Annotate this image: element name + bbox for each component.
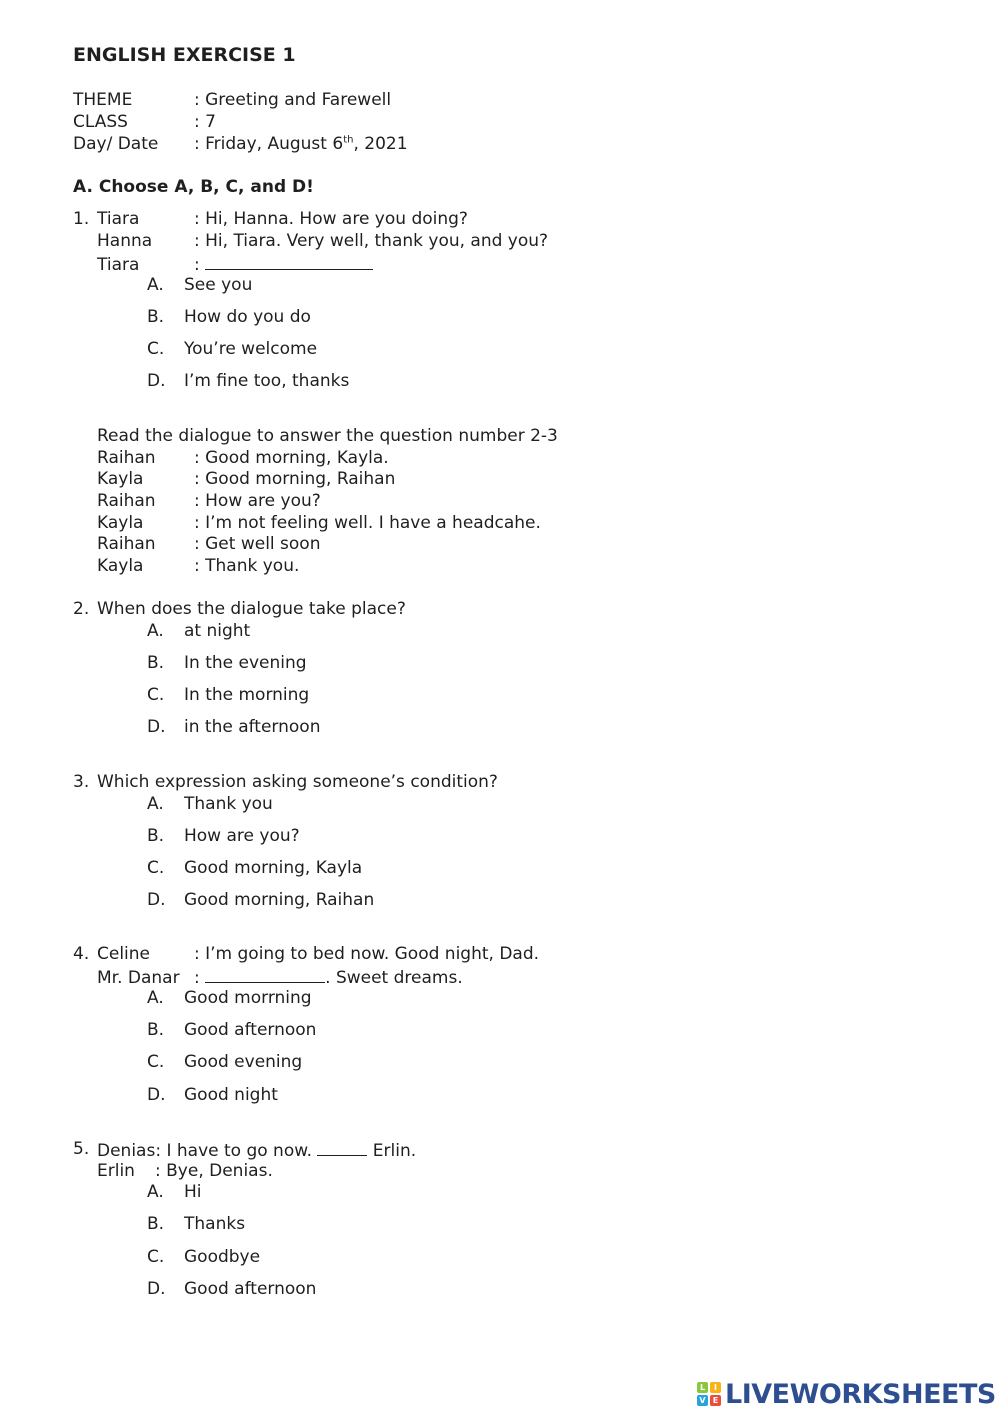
liveworksheets-logo[interactable] [697,1379,996,1409]
option-text: Thank you [184,794,273,814]
dialogue-line [97,448,389,469]
date-label: Day/ Date [73,134,159,154]
option-text: I’m fine too, thanks [184,371,350,391]
option-text: Good morning, Kayla [184,858,363,878]
q5-text: : Bye, Denias. [155,1161,273,1181]
option-text: How do you do [184,307,311,327]
answer-blank[interactable] [317,1139,367,1156]
dialogue-line [97,469,395,490]
option-letter: C. [147,339,165,359]
theme-label: THEME [73,90,133,110]
option-letter: C. [147,1052,165,1072]
dialogue-intro: Read the dialogue to answer the question number 2-3 [97,426,558,446]
q1-speaker: Hanna [97,231,153,251]
option-letter: D. [147,371,166,391]
dialogue-text: : Thank you. [194,556,300,576]
option-text: Good morning, Raihan [184,890,375,910]
q4-speaker: Mr. Danar [97,968,180,988]
q3-option-a[interactable] [147,794,273,815]
q5-prefix: : I have to go now. [155,1141,312,1161]
date-suffix: , 2021 [353,134,408,154]
option-letter: B. [147,1020,165,1040]
option-letter: A. [147,988,164,1008]
q5-option-d[interactable] [147,1279,316,1300]
option-text: at night [184,621,251,641]
option-text: Good morrning [184,988,312,1008]
q4-suffix: . Sweet dreams. [325,968,463,988]
q5-line [97,1161,273,1182]
q3-option-d[interactable] [147,890,374,911]
q5-line [97,1139,416,1162]
q5-option-c[interactable] [147,1247,260,1268]
dialogue-speaker: Kayla [97,556,144,576]
q4-option-b[interactable] [147,1020,316,1041]
option-text: Good afternoon [184,1020,317,1040]
option-text: Goodbye [184,1247,261,1267]
q4-option-d[interactable] [147,1085,278,1106]
q3-question: Which expression asking someone’s condition? [97,772,498,792]
q1-option-c[interactable] [147,339,317,360]
page-title: ENGLISH EXERCISE 1 [73,44,296,66]
dialogue-text: : Good morning, Kayla. [194,448,389,468]
dialogue-speaker: Kayla [97,513,144,533]
option-letter: B. [147,307,165,327]
q1-text: : Hi, Tiara. Very well, thank you, and you? [194,231,549,251]
q4-speaker: Celine [97,944,151,964]
q2-option-d[interactable] [147,717,320,738]
dialogue-line [97,556,299,577]
option-text: Hi [184,1182,202,1202]
option-text: Thanks [184,1214,246,1234]
meta-theme [73,90,391,111]
dialogue-speaker: Raihan [97,448,156,468]
option-letter: D. [147,717,166,737]
option-text: Good afternoon [184,1279,317,1299]
option-letter: D. [147,1279,166,1299]
q5-number: 5. [73,1139,90,1159]
option-letter: A. [147,621,164,641]
q1-option-d[interactable] [147,371,349,392]
logo-mark-cell: V [697,1395,708,1406]
q4-option-a[interactable] [147,988,312,1009]
q3-option-c[interactable] [147,858,362,879]
q4-line [97,944,539,965]
dialogue-text: : How are you? [194,491,321,511]
q1-option-b[interactable] [147,307,311,328]
logo-mark-icon [697,1382,721,1406]
option-letter: B. [147,1214,165,1234]
q1-text: : [194,255,200,275]
option-letter: D. [147,1085,166,1105]
section-heading: A. Choose A, B, C, and D! [73,177,314,197]
logo-mark-cell: I [710,1382,721,1393]
option-letter: D. [147,890,166,910]
q2-question: When does the dialogue take place? [97,599,406,619]
date-sup: th [343,134,354,146]
option-text: Good night [184,1085,278,1105]
option-text: In the morning [184,685,310,705]
dialogue-text: : Get well soon [194,534,321,554]
q1-line [97,209,468,230]
option-text: Good evening [184,1052,303,1072]
q1-line [97,231,548,252]
q4-number: 4. [73,944,90,964]
dialogue-speaker: Raihan [97,534,156,554]
answer-blank[interactable] [205,253,373,270]
option-text: How are you? [184,826,300,846]
q2-option-b[interactable] [147,653,307,674]
option-letter: A. [147,275,164,295]
q1-line [97,253,373,276]
option-letter: C. [147,685,165,705]
q1-text: : Hi, Hanna. How are you doing? [194,209,468,229]
q5-option-a[interactable] [147,1182,202,1203]
meta-date [73,134,408,155]
q1-speaker: Tiara [97,255,140,275]
meta-class [73,112,216,133]
answer-blank[interactable] [205,966,325,983]
q5-speaker: Denias [97,1141,156,1161]
option-text: See you [184,275,253,295]
q2-number: 2. [73,599,90,619]
q2-option-c[interactable] [147,685,309,706]
logo-mark-cell: L [697,1382,708,1393]
logo-mark-cell: E [710,1395,721,1406]
dialogue-text: : I’m not feeling well. I have a headcahe. [194,513,541,533]
class-label: CLASS [73,112,128,132]
logo-text: LIVEWORKSHEETS [725,1378,996,1410]
dialogue-speaker: Raihan [97,491,156,511]
option-letter: B. [147,826,165,846]
option-letter: A. [147,794,164,814]
option-letter: B. [147,653,165,673]
q5-speaker: Erlin [97,1161,135,1181]
q2-option-a[interactable] [147,621,250,642]
option-letter: C. [147,1247,165,1267]
q4-prefix: : [194,968,200,988]
class-value: : 7 [194,112,216,132]
q1-option-a[interactable] [147,275,252,296]
q4-line [97,966,463,989]
q1-speaker: Tiara [97,209,140,229]
option-letter: A. [147,1182,164,1202]
theme-value: : Greeting and Farewell [194,90,392,110]
option-text: in the afternoon [184,717,321,737]
option-text: You’re welcome [184,339,318,359]
option-text: In the evening [184,653,307,673]
q1-number: 1. [73,209,90,229]
q3-option-b[interactable] [147,826,300,847]
dialogue-text: : Good morning, Raihan [194,469,396,489]
date-prefix: : Friday, August 6 [194,134,344,154]
dialogue-line [97,534,320,555]
q5-suffix: Erlin. [372,1141,417,1161]
dialogue-speaker: Kayla [97,469,144,489]
q5-option-b[interactable] [147,1214,245,1235]
dialogue-line [97,513,541,534]
q4-option-c[interactable] [147,1052,302,1073]
q3-number: 3. [73,772,90,792]
q4-text: : I’m going to bed now. Good night, Dad. [194,944,540,964]
option-letter: C. [147,858,165,878]
dialogue-line [97,491,321,512]
